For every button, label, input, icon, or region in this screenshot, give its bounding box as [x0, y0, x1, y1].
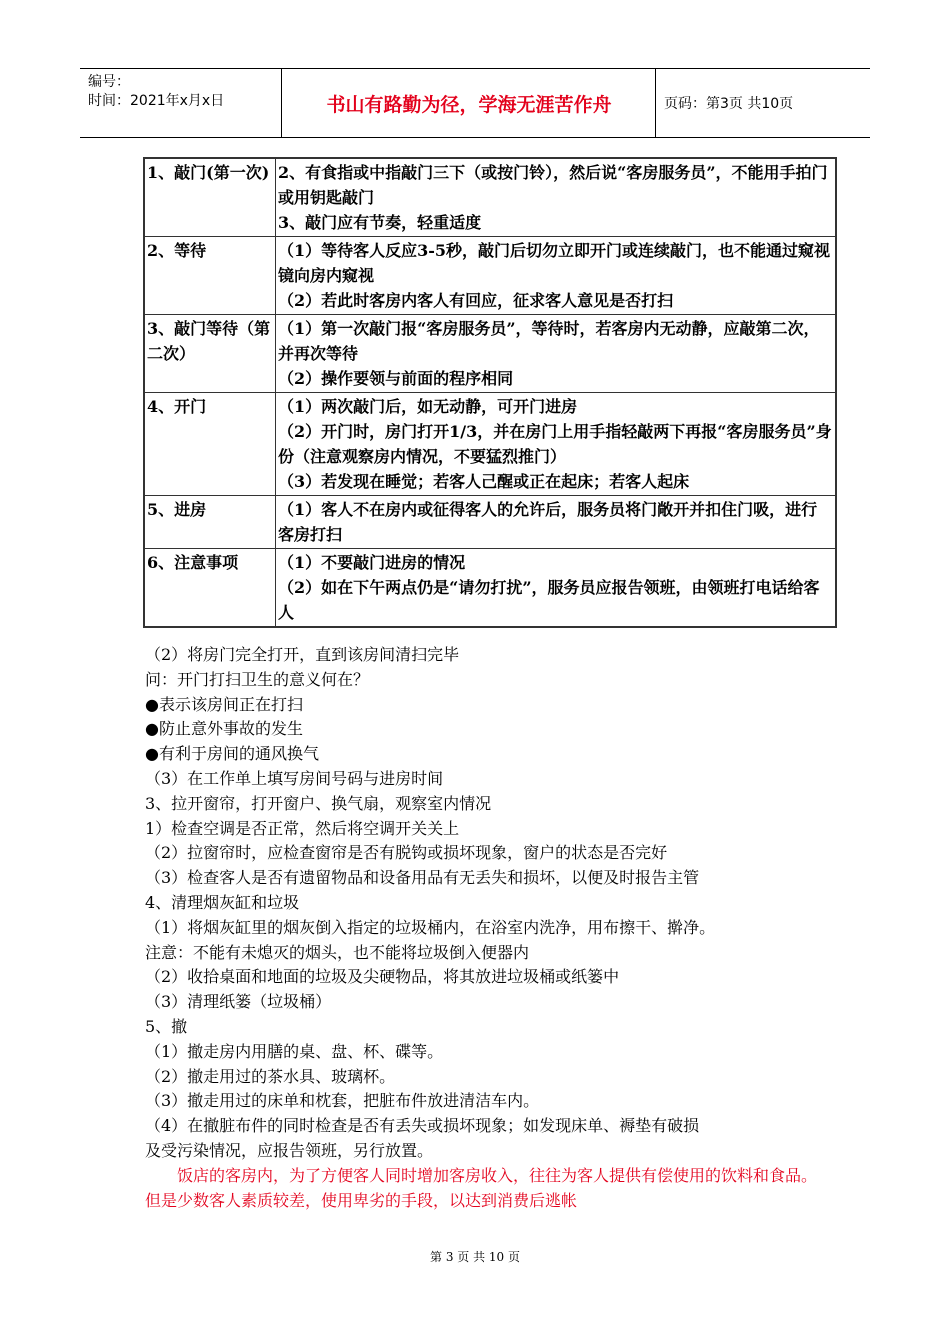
step-detail-line: （1）两次敲门后，如无动静，可开门进房 [278, 397, 578, 416]
step-name: 5、进房 [144, 496, 276, 549]
step-detail-line: 2、有食指或中指敲门三下（或按门铃），然后说“客房服务员”，不能用手拍门或用钥匙敲门 [278, 163, 828, 207]
step-detail-line: （3）若发现在睡觉；若客人己醒或正在起床；若客人起床 [278, 472, 690, 491]
procedure-table [143, 157, 837, 628]
header-meta [80, 69, 282, 137]
header-motto: 书山有路勤为径，学海无涯苦作舟 [283, 69, 656, 137]
step-detail-line: （1）不要敲门进房的情况 [278, 553, 466, 572]
step-details [276, 549, 837, 628]
step-details [276, 393, 837, 496]
document-header [80, 68, 870, 138]
table-row [144, 549, 836, 628]
step-details [276, 237, 837, 315]
body-line: （2）撤走用过的茶水具、玻璃杯。 [145, 1066, 396, 1086]
body-line: （3）检查客人是否有遗留物品和设备用品有无丢失和损坏，以便及时报告主管 [145, 868, 700, 888]
body-line: 4、清理烟灰缸和垃圾 [145, 892, 300, 912]
body-line: （3）撤走用过的床单和枕套，把脏布件放进清洁车内。 [145, 1091, 540, 1111]
body-line: （3）清理纸篓（垃圾桶） [145, 992, 332, 1012]
body-line: （4）在撤脏布件的同时检查是否有丢失或损坏现象；如发现床单、褥垫有破损 [145, 1116, 700, 1136]
table-row [144, 158, 836, 237]
table-row [144, 496, 836, 549]
step-detail-line: （1）第一次敲门报“客房服务员”，等待时，若客房内无动静，应敲第二次，并再次等待 [278, 319, 820, 363]
body-line: 问：开门打扫卫生的意义何在？ [145, 669, 370, 689]
body-line: （2）收拾桌面和地面的垃圾及尖硬物品，将其放进垃圾桶或纸篓中 [145, 967, 620, 987]
step-detail-line: （2）若此时客房内客人有回应，征求客人意见是否打扫 [278, 291, 674, 310]
body-line: ●防止意外事故的发生 [145, 719, 303, 739]
step-detail-line: （1）等待客人反应3-5秒，敲门后切勿立即开门或连续敲门，也不能通过窥视镜向房内窥视 [278, 241, 831, 285]
number-label: 编号： [88, 74, 130, 90]
time-label: 时间：2021年x月x日 [88, 93, 225, 109]
step-name: 3、敲门等待（第二次） [144, 315, 276, 393]
step-detail-line: （1）客人不在房内或征得客人的允许后，服务员将门敞开并扣住门吸，进行客房打扫 [278, 500, 818, 544]
step-detail-line: （2）开门时，房门打开1/3，并在房门上用手指轻敲两下再报“客房服务员”身份（注意观察房内情况，不要猛烈推门） [278, 422, 832, 466]
step-name: 6、注意事项 [144, 549, 276, 628]
table-row [144, 393, 836, 496]
body-line: （2）将房门完全打开，直到该房间清扫完毕 [145, 645, 460, 664]
body-line: 3、拉开窗帘，打开窗户、换气扇，观察室内情况 [145, 793, 492, 813]
body-line: 注意：不能有未熄灭的烟头，也不能将垃圾倒入便器内 [145, 942, 530, 962]
step-detail-line: （2）操作要领与前面的程序相同 [278, 369, 514, 388]
body-line: 及受污染情况，应报告领班，另行放置。 [145, 1140, 434, 1160]
body-line: （1）将烟灰缸里的烟灰倒入指定的垃圾桶内，在浴室内洗净，用布擦干、擀净。 [145, 917, 716, 937]
header-page-label: 页码：第3页 共10页 [664, 96, 794, 112]
body-line: ●表示该房间正在打扫 [145, 694, 303, 714]
table-row [144, 237, 836, 315]
body-line: （3）在工作单上填写房间号码与进房时间 [145, 768, 444, 788]
body-line: （1）撤走房内用膳的桌、盘、杯、碟等。 [145, 1041, 444, 1061]
page-footer: 第 3 页 共 10 页 [430, 1250, 520, 1264]
body-line: （2）拉窗帘时，应检查窗帘是否有脱钩或损坏现象，窗户的状态是否完好 [145, 843, 668, 863]
step-detail-line: 3、敲门应有节奏，轻重适度 [278, 213, 482, 232]
body-line: 1）检查空调是否正常，然后将空调开关关上 [145, 818, 460, 838]
step-name: 2、等待 [144, 237, 276, 315]
step-name: 1、敲门(第一次) [144, 158, 276, 237]
body-line: ●有利于房间的通风换气 [145, 744, 319, 764]
body-text [145, 643, 825, 1213]
body-line: 5、撤 [145, 1016, 188, 1036]
table-row [144, 315, 836, 393]
step-name: 4、开门 [144, 393, 276, 496]
step-details [276, 496, 837, 549]
red-paragraph: 饭店的客房内，为了方便客人同时增加客房收入，往往为客人提供有偿使用的饮料和食品。但是少数客人素质较差，使用卑劣的手段，以达到消费后逃帐 [145, 1165, 818, 1210]
step-details [276, 158, 837, 237]
step-detail-line: （2）如在下午两点仍是“请勿打扰”，服务员应报告领班，由领班打电话给客人 [278, 578, 820, 622]
step-details [276, 315, 837, 393]
